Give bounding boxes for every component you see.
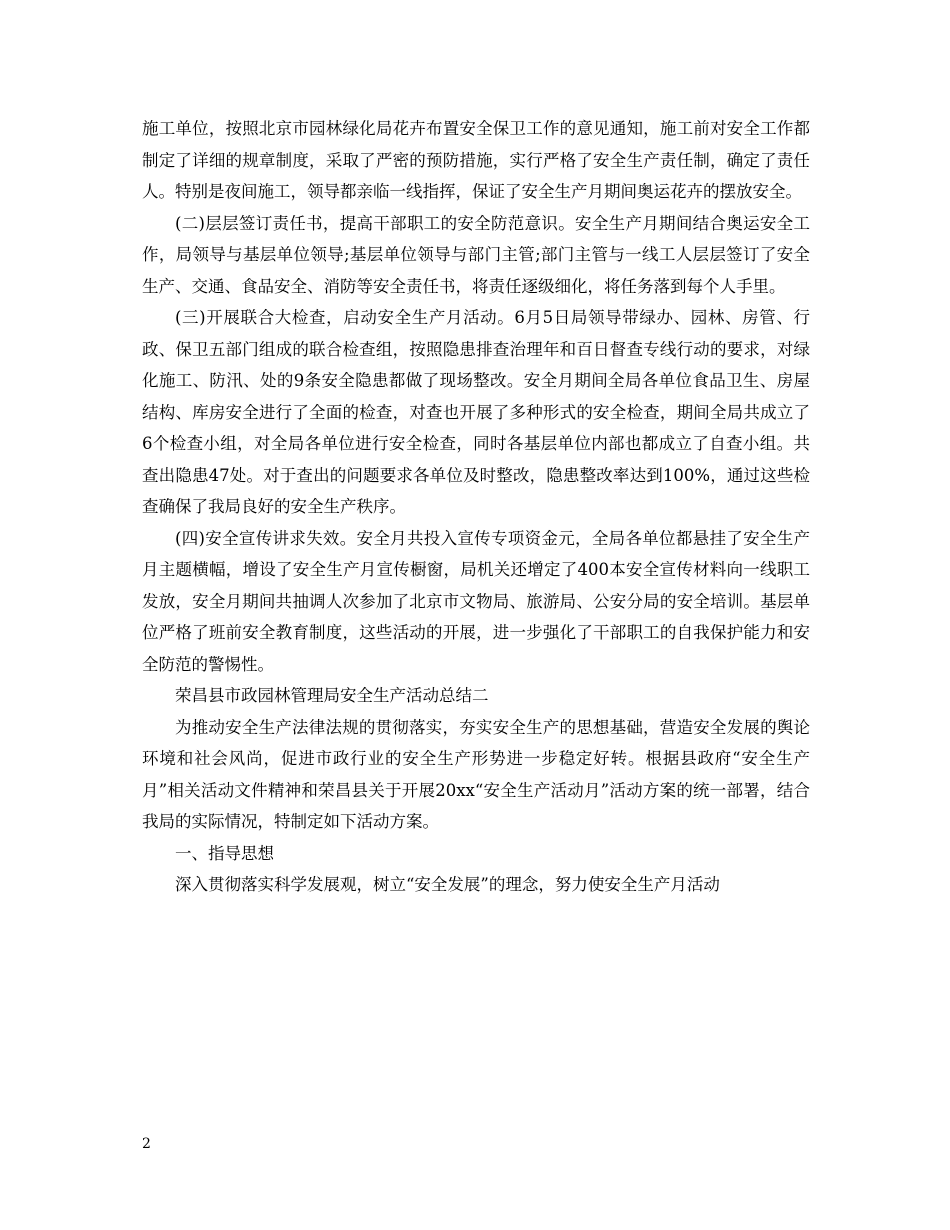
paragraph-6: 为推动安全生产法律法规的贯彻落实，夯实安全生产的思想基础，营造安全发展的舆论环境和社会风尚，促进市政行业的安全生产形势进一步稳定好转。根据县政府“安全生产月”相关活动文件精神和荣昌县关于开展20xx“安全生产活动月”活动方案的统一部署，结合我局的实际情况，特制定如下活动方案。 [142,717,810,831]
paragraph-4: (四)安全宣传讲求失效。安全月共投入宣传专项资金元，全局各单位都悬挂了安全生产月主题横幅，增设了安全生产月宣传橱窗，局机关还增定了400本安全宣传材料向一线职工发放，安全月期间共抽调人次参加了北京市文物局、旅游局、公安分局的安全培训。基层单位严格了班前安全教育制度，这些活动的开展，进一步强化了干部职工的自我保护能力和安全防范的警惕性。 [142,528,810,674]
heading-guiding-ideology: 一、指导思想 [175,843,274,863]
paragraph-1: 施工单位，按照北京市园林绿化局花卉布置安全保卫工作的意见通知，施工前对安全工作都制定了详细的规章制度，采取了严密的预防措施，实行严格了安全生产责任制，确定了责任人。特别是夜间施工，领导都亲临一线指挥，保证了安全生产月期间奥运花卉的摆放安全。 [142,119,810,201]
section-title: 荣昌县市政园林管理局安全生产活动总结二 [175,686,489,705]
page-number: 2 [142,1136,151,1152]
document-body [142,113,810,901]
paragraph-8: 深入贯彻落实科学发展观，树立“安全发展”的理念，努力使安全生产月活动 [175,875,720,894]
paragraph-2: (二)层层签订责任书，提高干部职工的安全防范意识。安全生产月期间结合奥运安全工作，局领导与基层单位领导;基层单位领导与部门主管;部门主管与一线工人层层签订了安全生产、交通、食品安全、消防等安全责任书，将责任逐级细化，将任务落到每个人手里。 [142,213,810,296]
paragraph-3: (三)开展联合大检查，启动安全生产月活动。6月5日局领导带绿办、园林、房管、行政、保卫五部门组成的联合检查组，按照隐患排查治理年和百日督查专线行动的要求，对绿化施工、防汛、处的9条安全隐患都做了现场整改。安全月期间全局各单位食品卫生、房屋结构、库房安全进行了全面的检查，对查也开展了多种形式的安全检查，期间全局共成立了6个检查小组，对全局各单位进行安全检查，同时各基层单位内部也都成立了自查小组。共查出隐患47处。对于查出的问题要求各单位及时整改，隐患整改率达到100%，通过这些检查确保了我局良好的安全生产秩序。 [142,308,810,516]
